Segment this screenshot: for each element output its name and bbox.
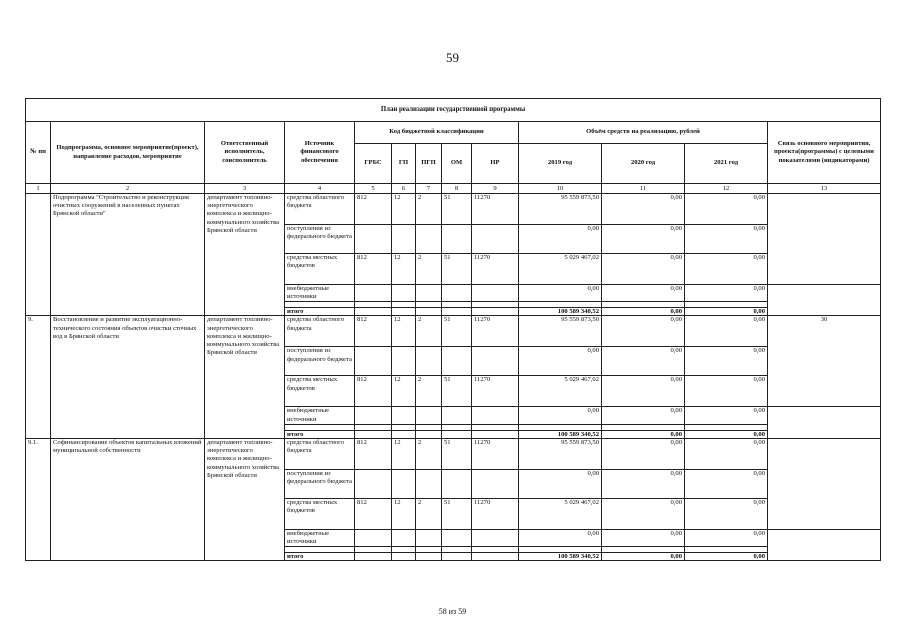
row-name: Подпрограмма "Строительство и реконструкция очистных сооружений в населенных пунктах Брянской области" — [51, 194, 205, 316]
header-source: Источник финансового обеспечения — [285, 122, 355, 184]
code-gp — [392, 285, 416, 302]
row-source: средства областного бюджета — [285, 316, 355, 347]
code-nr — [472, 285, 519, 302]
row-number — [26, 194, 51, 316]
header-om: ОМ — [442, 144, 472, 184]
table-row — [26, 194, 881, 225]
total-y2020: 0,00 — [602, 430, 685, 438]
header-grbs: ГРБС — [355, 144, 392, 184]
empty-cell — [442, 308, 472, 316]
row-number: 9. — [26, 316, 51, 438]
amount-y2021: 0,00 — [685, 316, 768, 347]
column-number: 6 — [392, 184, 416, 194]
code-gp: 12 — [392, 498, 416, 529]
empty-cell — [472, 308, 519, 316]
code-pgp — [416, 529, 442, 546]
code-om: 51 — [442, 376, 472, 407]
code-nr — [472, 529, 519, 546]
code-grbs: 812 — [355, 316, 392, 347]
code-om: 51 — [442, 254, 472, 285]
row-link — [768, 194, 881, 285]
empty-cell — [392, 430, 416, 438]
code-nr — [472, 469, 519, 498]
code-gp — [392, 347, 416, 376]
row-source: средства местных бюджетов — [285, 254, 355, 285]
code-grbs: 812 — [355, 376, 392, 407]
row-source: поступления из федерального бюджета — [285, 347, 355, 376]
row-name: Восстановление и развитие эксплуатационно-технического состояния объектов очистки сточных вод в Брянской области — [51, 316, 205, 438]
total-y2019: 100 589 340,52 — [519, 430, 602, 438]
total-y2021: 0,00 — [685, 430, 768, 438]
row-number: 9.1. — [26, 438, 51, 560]
empty-cell — [472, 430, 519, 438]
code-nr: 11270 — [472, 254, 519, 285]
amount-y2019: 0,00 — [519, 407, 602, 424]
code-om — [442, 225, 472, 254]
column-number: 13 — [768, 184, 881, 194]
row-source: поступления из федерального бюджета — [285, 469, 355, 498]
code-grbs — [355, 529, 392, 546]
code-grbs — [355, 285, 392, 302]
empty-cell — [442, 430, 472, 438]
amount-y2020: 0,00 — [602, 407, 685, 424]
amount-y2020: 0,00 — [602, 347, 685, 376]
amount-y2021: 0,00 — [685, 469, 768, 498]
amount-y2019: 0,00 — [519, 347, 602, 376]
row-source: поступления из федерального бюджета — [285, 225, 355, 254]
header-2019: 2019 год — [519, 144, 602, 184]
amount-y2020: 0,00 — [602, 285, 685, 302]
amount-y2019: 0,00 — [519, 529, 602, 546]
row-source: средства областного бюджета — [285, 438, 355, 469]
total-y2021: 0,00 — [685, 553, 768, 561]
amount-y2021: 0,00 — [685, 285, 768, 302]
code-gp — [392, 225, 416, 254]
row-source: внебюджетные источники — [285, 529, 355, 546]
table-row — [26, 316, 881, 347]
empty-cell — [392, 553, 416, 561]
amount-y2021: 0,00 — [685, 225, 768, 254]
amount-y2019: 95 559 873,50 — [519, 438, 602, 469]
column-number: 3 — [205, 184, 285, 194]
empty-cell — [355, 308, 392, 316]
code-nr: 11270 — [472, 376, 519, 407]
row-source: средства местных бюджетов — [285, 376, 355, 407]
empty-cell — [392, 308, 416, 316]
code-om — [442, 285, 472, 302]
row-responsible: департамент топливно-энергетического комплекса и жилищно-коммунального хозяйства Брянской области — [205, 316, 285, 438]
row-link-empty — [768, 285, 881, 316]
column-number: 7 — [416, 184, 442, 194]
amount-y2020: 0,00 — [602, 254, 685, 285]
row-link: 30 — [768, 316, 881, 407]
row-source: средства областного бюджета — [285, 194, 355, 225]
row-source: внебюджетные источники — [285, 285, 355, 302]
amount-y2019: 0,00 — [519, 469, 602, 498]
empty-cell — [355, 430, 392, 438]
code-pgp — [416, 407, 442, 424]
code-grbs — [355, 469, 392, 498]
column-number: 1 — [26, 184, 51, 194]
row-name: Софинансирование объектов капитальных вложений муниципальной собственности — [51, 438, 205, 560]
empty-cell — [442, 553, 472, 561]
code-pgp — [416, 225, 442, 254]
code-nr — [472, 347, 519, 376]
column-number: 8 — [442, 184, 472, 194]
total-y2020: 0,00 — [602, 308, 685, 316]
code-om: 51 — [442, 194, 472, 225]
code-pgp — [416, 469, 442, 498]
header-responsible: Ответственный исполнитель, соисполнитель — [205, 122, 285, 184]
header-2020: 2020 год — [602, 144, 685, 184]
code-gp — [392, 529, 416, 546]
header-nr: НР — [472, 144, 519, 184]
row-link-empty — [768, 529, 881, 560]
amount-y2019: 0,00 — [519, 225, 602, 254]
page-number-top: 59 — [446, 50, 459, 65]
amount-y2019: 5 029 467,02 — [519, 498, 602, 529]
header-name: Подпрограмма, основное мероприятие(проект), направление расходов, мероприятие — [51, 122, 205, 184]
code-gp — [392, 469, 416, 498]
row-link-empty — [768, 407, 881, 438]
amount-y2020: 0,00 — [602, 194, 685, 225]
column-number-row — [26, 184, 881, 194]
header-2021: 2021 год — [685, 144, 768, 184]
empty-cell — [416, 430, 442, 438]
amount-y2020: 0,00 — [602, 376, 685, 407]
code-gp: 12 — [392, 254, 416, 285]
table-title: План реализации государственной программы — [26, 99, 881, 122]
code-gp: 12 — [392, 376, 416, 407]
table-title-row — [26, 99, 881, 122]
column-number: 12 — [685, 184, 768, 194]
total-y2021: 0,00 — [685, 308, 768, 316]
header-link: Связь основного мероприятия, проекта(программы) с целевыми показателями (индикаторами) — [768, 122, 881, 184]
table-row — [26, 438, 881, 469]
empty-cell — [355, 553, 392, 561]
total-y2020: 0,00 — [602, 553, 685, 561]
page-footer: 58 из 59 — [438, 607, 467, 616]
amount-y2021: 0,00 — [685, 529, 768, 546]
code-pgp: 2 — [416, 254, 442, 285]
total-label: итого — [285, 553, 355, 561]
amount-y2020: 0,00 — [602, 316, 685, 347]
code-grbs — [355, 225, 392, 254]
header-budget-code: Код бюджетной классификации — [355, 122, 519, 144]
amount-y2019: 5 029 467,02 — [519, 376, 602, 407]
amount-y2021: 0,00 — [685, 438, 768, 469]
column-number: 9 — [472, 184, 519, 194]
code-om — [442, 347, 472, 376]
code-om — [442, 529, 472, 546]
code-gp: 12 — [392, 438, 416, 469]
code-gp: 12 — [392, 194, 416, 225]
column-number: 11 — [602, 184, 685, 194]
code-nr: 11270 — [472, 498, 519, 529]
code-nr — [472, 407, 519, 424]
code-grbs: 812 — [355, 498, 392, 529]
row-responsible: департамент топливно-энергетического комплекса и жилищно-коммунального хозяйства Брянской области — [205, 194, 285, 316]
amount-y2020: 0,00 — [602, 498, 685, 529]
code-grbs: 812 — [355, 194, 392, 225]
code-nr: 11270 — [472, 194, 519, 225]
amount-y2021: 0,00 — [685, 347, 768, 376]
amount-y2021: 0,00 — [685, 498, 768, 529]
code-om: 51 — [442, 438, 472, 469]
code-pgp: 2 — [416, 438, 442, 469]
column-number: 5 — [355, 184, 392, 194]
code-grbs: 812 — [355, 254, 392, 285]
code-pgp: 2 — [416, 316, 442, 347]
row-responsible: департамент топливно-энергетического комплекса и жилищно-коммунального хозяйства Брянской области — [205, 438, 285, 560]
total-y2019: 100 589 340,52 — [519, 553, 602, 561]
total-label: итого — [285, 430, 355, 438]
empty-cell — [416, 553, 442, 561]
code-gp — [392, 407, 416, 424]
amount-y2021: 0,00 — [685, 254, 768, 285]
header-row-1 — [26, 122, 881, 144]
code-om — [442, 407, 472, 424]
amount-y2020: 0,00 — [602, 469, 685, 498]
amount-y2021: 0,00 — [685, 194, 768, 225]
amount-y2019: 95 559 873,50 — [519, 316, 602, 347]
code-pgp: 2 — [416, 194, 442, 225]
code-grbs — [355, 407, 392, 424]
empty-cell — [416, 308, 442, 316]
amount-y2021: 0,00 — [685, 407, 768, 424]
amount-y2020: 0,00 — [602, 438, 685, 469]
code-pgp — [416, 285, 442, 302]
code-om: 51 — [442, 316, 472, 347]
amount-y2020: 0,00 — [602, 225, 685, 254]
code-gp: 12 — [392, 316, 416, 347]
column-number: 10 — [519, 184, 602, 194]
row-source: внебюджетные источники — [285, 407, 355, 424]
total-label: итого — [285, 308, 355, 316]
row-source: средства местных бюджетов — [285, 498, 355, 529]
header-volume: Объём средств на реализацию, рублей — [519, 122, 768, 144]
code-om — [442, 469, 472, 498]
empty-cell — [472, 553, 519, 561]
code-pgp — [416, 347, 442, 376]
code-nr: 11270 — [472, 438, 519, 469]
code-nr: 11270 — [472, 316, 519, 347]
code-pgp: 2 — [416, 376, 442, 407]
amount-y2021: 0,00 — [685, 376, 768, 407]
amount-y2019: 0,00 — [519, 285, 602, 302]
code-pgp: 2 — [416, 498, 442, 529]
total-y2019: 100 589 340,52 — [519, 308, 602, 316]
header-num: № пп — [26, 122, 51, 184]
amount-y2019: 5 029 467,02 — [519, 254, 602, 285]
code-om: 51 — [442, 498, 472, 529]
column-number: 2 — [51, 184, 205, 194]
code-grbs: 812 — [355, 438, 392, 469]
header-gp: ГП — [392, 144, 416, 184]
header-pgp: ПГП — [416, 144, 442, 184]
code-nr — [472, 225, 519, 254]
column-number: 4 — [285, 184, 355, 194]
row-link — [768, 438, 881, 529]
amount-y2019: 95 559 873,50 — [519, 194, 602, 225]
implementation-plan-table — [25, 98, 881, 561]
code-grbs — [355, 347, 392, 376]
amount-y2020: 0,00 — [602, 529, 685, 546]
